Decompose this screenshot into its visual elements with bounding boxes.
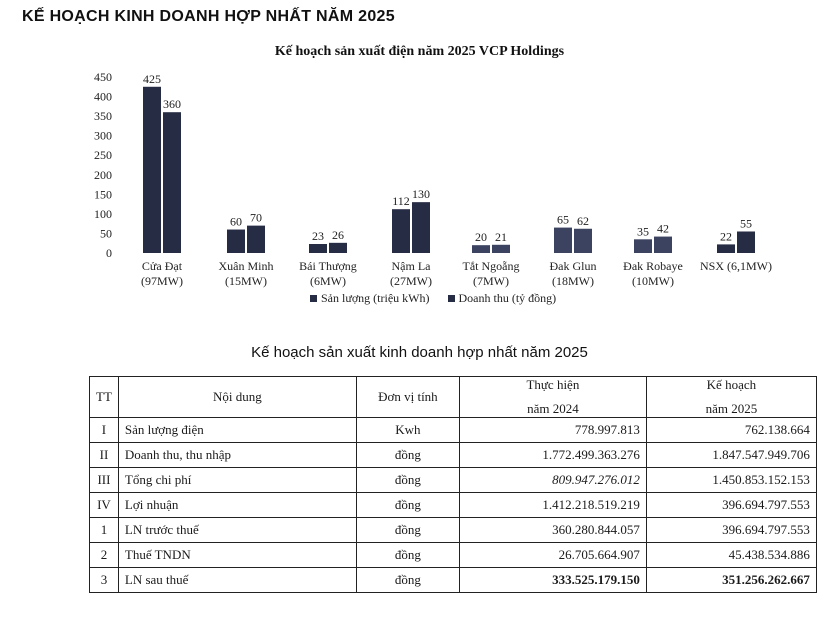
data-label: 65 bbox=[557, 212, 569, 227]
legend-swatch-output bbox=[310, 295, 317, 302]
x-tick-label: Tắt Ngoẵng bbox=[462, 259, 520, 273]
data-label: 20 bbox=[475, 230, 487, 245]
cell-actual: 360.280.844.057 bbox=[459, 518, 646, 543]
data-label: 425 bbox=[143, 71, 161, 86]
cell-unit: đồng bbox=[356, 543, 459, 568]
x-tick-label: Xuân Minh bbox=[218, 259, 274, 273]
y-tick-label: 150 bbox=[94, 187, 112, 202]
cell-plan: 1.450.853.152.153 bbox=[646, 468, 816, 493]
cell-tt: I bbox=[90, 418, 119, 443]
data-label: 22 bbox=[720, 229, 732, 244]
data-label: 35 bbox=[637, 224, 649, 239]
table-row bbox=[90, 443, 817, 468]
x-tick-label: (6MW) bbox=[310, 274, 346, 288]
legend-label-output: Sản lượng (triệu kWh) bbox=[321, 291, 430, 305]
cell-unit: đồng bbox=[356, 493, 459, 518]
x-tick-label: (15MW) bbox=[225, 274, 267, 288]
header-plan bbox=[646, 377, 816, 418]
data-label: 60 bbox=[230, 214, 242, 229]
cell-actual: 26.705.664.907 bbox=[459, 543, 646, 568]
bar-output bbox=[143, 87, 161, 253]
cell-plan: 1.847.547.949.706 bbox=[646, 443, 816, 468]
cell-plan: 351.256.262.667 bbox=[646, 568, 816, 593]
cell-content: Doanh thu, thu nhập bbox=[118, 443, 356, 468]
y-tick-label: 0 bbox=[106, 246, 112, 260]
cell-actual: 809.947.276.012 bbox=[459, 468, 646, 493]
y-tick-label: 50 bbox=[100, 226, 112, 241]
table-title: Kế hoạch sản xuất kinh doanh hợp nhất năm 2025 bbox=[251, 344, 588, 361]
x-tick-label: (18MW) bbox=[552, 274, 594, 288]
chart-title: Kế hoạch sản xuất điện năm 2025 VCP Holdings bbox=[274, 44, 565, 59]
bar-revenue bbox=[737, 231, 755, 253]
x-tick-label: Bái Thượng bbox=[299, 259, 357, 273]
legend-item-revenue bbox=[448, 291, 557, 306]
y-tick-label: 300 bbox=[94, 128, 112, 143]
x-tick-label: (27MW) bbox=[390, 274, 432, 288]
header-actual-line1: Thực hiện bbox=[526, 377, 580, 392]
cell-content: Thuế TNDN bbox=[118, 543, 356, 568]
bar-revenue bbox=[654, 237, 672, 253]
table-row bbox=[90, 568, 817, 593]
x-tick-label: (10MW) bbox=[632, 274, 674, 288]
table-row bbox=[90, 418, 817, 443]
header-actual-line2: năm 2024 bbox=[527, 401, 579, 416]
data-label: 42 bbox=[657, 221, 669, 236]
y-tick-label: 200 bbox=[94, 167, 112, 182]
cell-content: LN sau thuế bbox=[118, 568, 356, 593]
bar-output bbox=[634, 239, 652, 253]
x-tick-label: (7MW) bbox=[473, 274, 509, 288]
legend-swatch-revenue bbox=[448, 295, 455, 302]
cell-actual: 778.997.813 bbox=[459, 418, 646, 443]
header-actual bbox=[459, 377, 646, 418]
table-row bbox=[90, 468, 817, 493]
legend-item-output bbox=[310, 291, 430, 306]
data-label: 21 bbox=[495, 229, 507, 244]
y-tick-label: 100 bbox=[94, 206, 112, 221]
bar-output bbox=[717, 244, 735, 253]
business-plan-table bbox=[89, 376, 817, 593]
cell-unit: Kwh bbox=[356, 418, 459, 443]
table-header-row bbox=[90, 377, 817, 418]
bar-output bbox=[392, 209, 410, 253]
data-label: 23 bbox=[312, 229, 324, 244]
y-tick-label: 400 bbox=[94, 89, 112, 104]
bar-revenue bbox=[163, 112, 181, 253]
cell-tt: III bbox=[90, 468, 119, 493]
bar-output bbox=[554, 228, 572, 253]
table-row bbox=[90, 493, 817, 518]
bar-revenue bbox=[329, 243, 347, 253]
bar-output bbox=[227, 230, 245, 253]
cell-tt: 1 bbox=[90, 518, 119, 543]
bar-output bbox=[472, 245, 490, 253]
data-label: 130 bbox=[412, 187, 430, 202]
x-tick-label: Đak Robaye bbox=[623, 259, 683, 273]
data-label: 112 bbox=[392, 194, 410, 209]
cell-content: Lợi nhuận bbox=[118, 493, 356, 518]
x-tick-label: Cửa Đạt bbox=[141, 259, 183, 273]
cell-unit: đồng bbox=[356, 568, 459, 593]
cell-tt: 2 bbox=[90, 543, 119, 568]
x-tick-label: Đak Glun bbox=[549, 259, 597, 273]
cell-tt: II bbox=[90, 443, 119, 468]
header-content: Nội dung bbox=[118, 377, 356, 418]
cell-actual: 1.412.218.519.219 bbox=[459, 493, 646, 518]
legend-label-revenue: Doanh thu (tỷ đồng) bbox=[458, 291, 557, 305]
cell-tt: IV bbox=[90, 493, 119, 518]
data-label: 360 bbox=[163, 97, 181, 112]
header-plan-line2: năm 2025 bbox=[705, 401, 758, 416]
y-tick-label: 350 bbox=[94, 109, 112, 124]
cell-unit: đồng bbox=[356, 518, 459, 543]
bar-revenue bbox=[247, 226, 265, 253]
y-tick-label: 450 bbox=[94, 70, 112, 84]
bar-output bbox=[309, 244, 327, 253]
data-label: 62 bbox=[577, 213, 589, 228]
x-tick-label: Nậm La bbox=[391, 259, 431, 273]
cell-actual: 333.525.179.150 bbox=[459, 568, 646, 593]
cell-plan: 45.438.534.886 bbox=[646, 543, 816, 568]
y-tick-label: 250 bbox=[94, 148, 112, 163]
bar-revenue bbox=[492, 245, 510, 253]
cell-tt: 3 bbox=[90, 568, 119, 593]
cell-unit: đồng bbox=[356, 468, 459, 493]
data-label: 70 bbox=[250, 210, 262, 225]
cell-unit: đồng bbox=[356, 443, 459, 468]
page-heading: KẾ HOẠCH KINH DOANH HỢP NHẤT NĂM 2025 bbox=[22, 8, 395, 25]
data-label: 55 bbox=[740, 216, 752, 231]
table-row bbox=[90, 543, 817, 568]
bar-revenue bbox=[412, 202, 430, 253]
x-tick-label: NSX (6,1MW) bbox=[700, 259, 772, 273]
cell-plan: 396.694.797.553 bbox=[646, 518, 816, 543]
cell-content: LN trước thuế bbox=[118, 518, 356, 543]
cell-plan: 762.138.664 bbox=[646, 418, 816, 443]
bar-revenue bbox=[574, 229, 592, 253]
table-row bbox=[90, 518, 817, 543]
cell-plan: 396.694.797.553 bbox=[646, 493, 816, 518]
cell-content: Tổng chi phí bbox=[118, 468, 356, 493]
x-tick-label: (97MW) bbox=[141, 274, 183, 288]
header-tt: TT bbox=[90, 377, 119, 418]
header-unit: Đơn vị tính bbox=[356, 377, 459, 418]
cell-content: Sản lượng điện bbox=[118, 418, 356, 443]
chart-legend bbox=[310, 291, 556, 306]
header-plan-line1: Kế hoạch bbox=[706, 377, 757, 392]
cell-actual: 1.772.499.363.276 bbox=[459, 443, 646, 468]
data-label: 26 bbox=[332, 227, 344, 242]
